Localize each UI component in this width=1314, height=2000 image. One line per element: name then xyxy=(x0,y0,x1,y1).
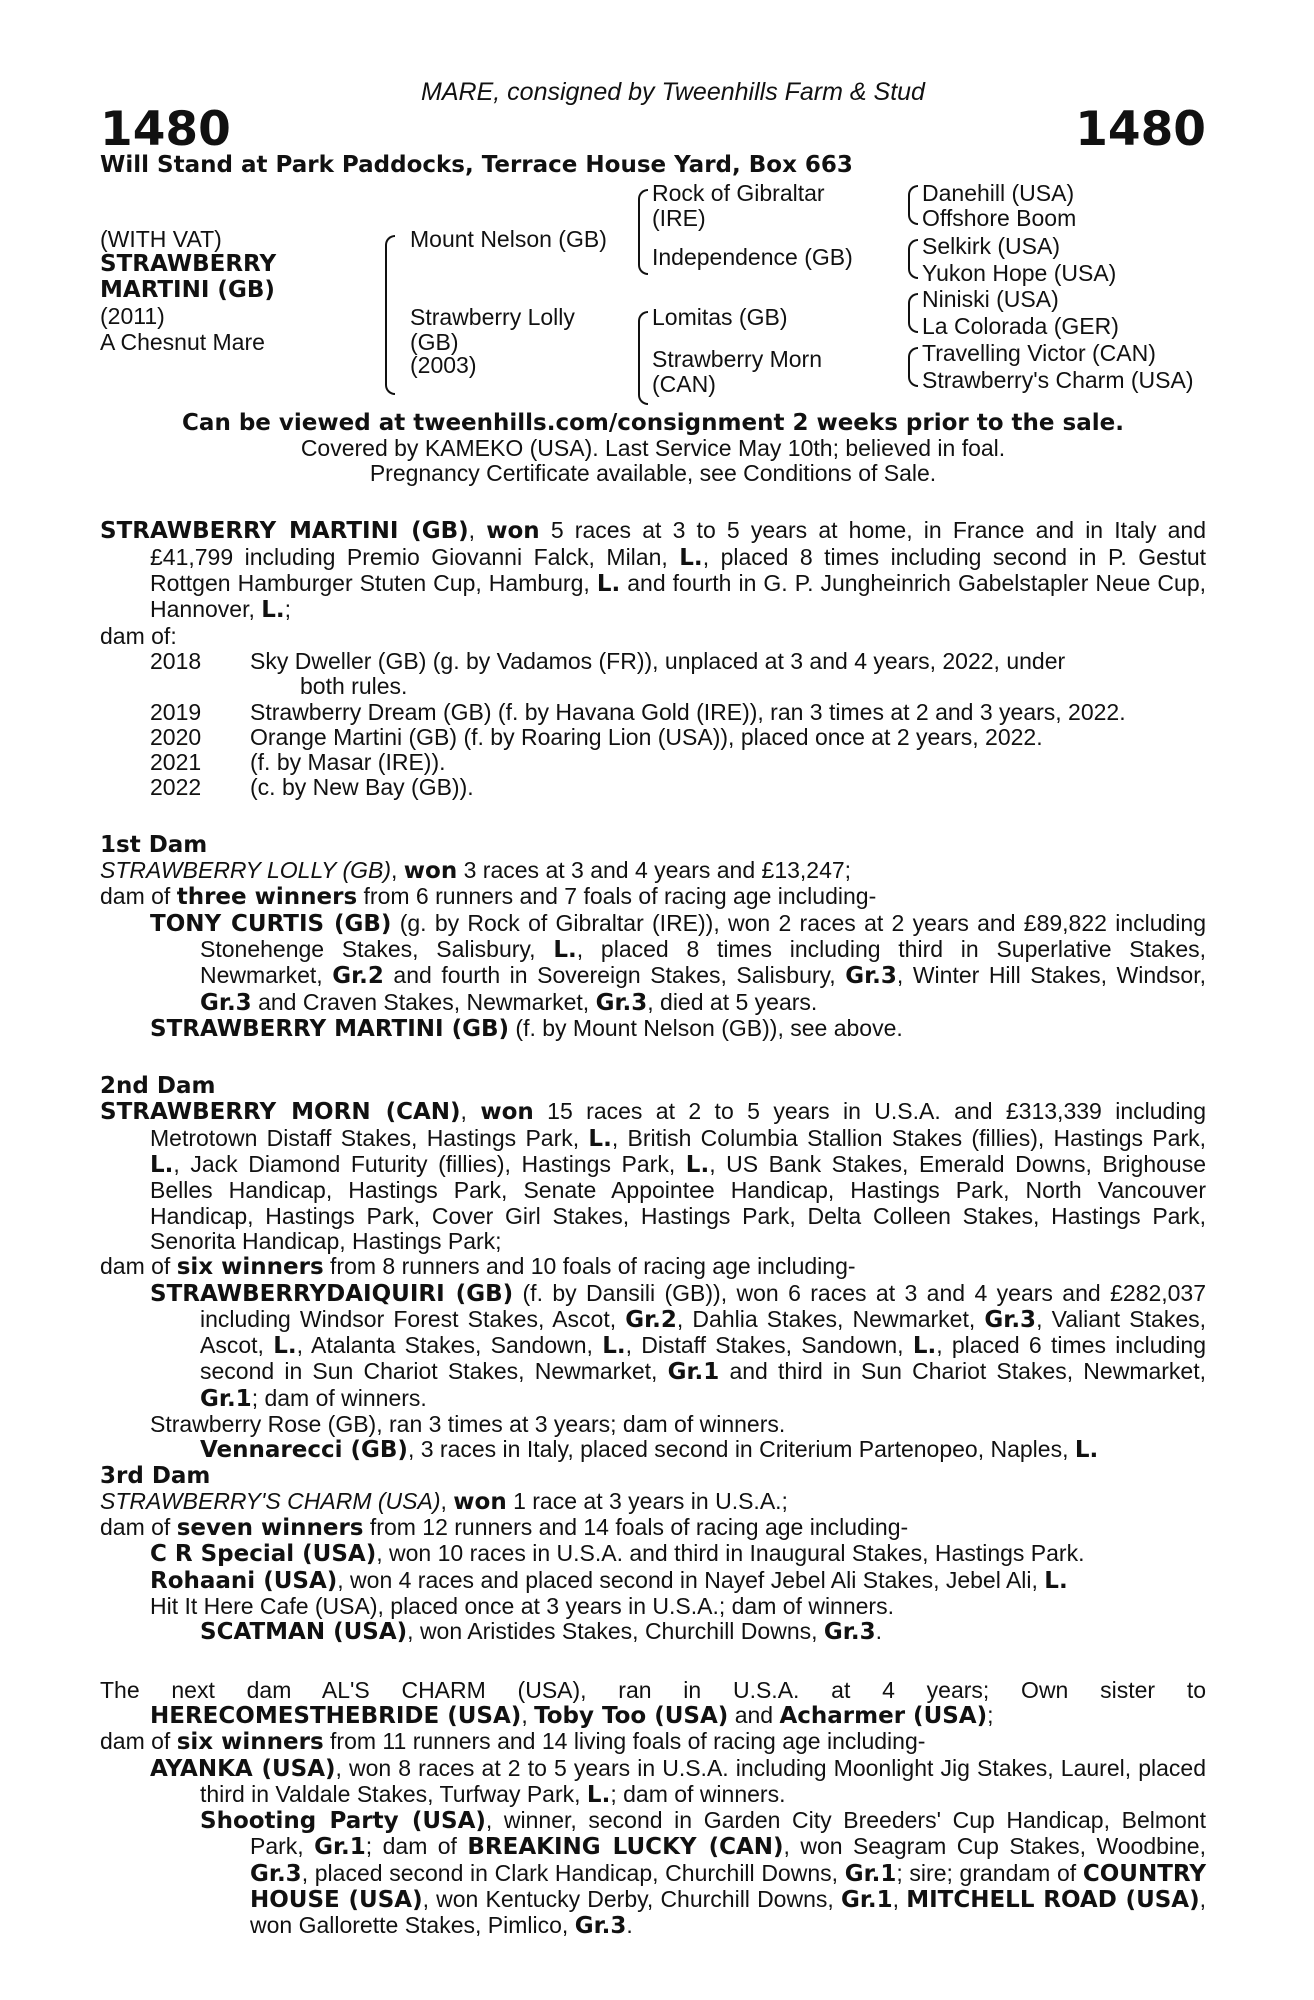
dsd: La Colorada (GER) xyxy=(922,312,1119,339)
viewing-note: Can be viewed at tweenhills.com/consignment 2 weeks prior to the sale. xyxy=(182,409,1124,436)
stand-location: Will Stand at Park Paddocks, Terrace House Yard, Box 663 xyxy=(100,152,853,179)
third-dam-heading: 3rd Dam xyxy=(100,1462,211,1489)
sire-sire-2: (IRE) xyxy=(652,204,706,231)
sire: Mount Nelson (GB) xyxy=(410,225,607,252)
next-dam-section: The next dam AL'S CHARM (USA), ran in U.S.A. at 4 years; Own sister to HERECOMESTHEBRIDE (USA), Toby Too (USA) and Acharmer (USA); dam of six winners from 11 runners and 14 living foals of racing age including- AYANKA (USA), won 8 races at 2 to 5 years in U.S.A. including Moonlight Jig Stakes, Laurel, placed third in Valdale Stakes, Turfway Park, L.; dam of winners. Shooting Party (USA), winner, second in Garden City Breeders' Cup Handicap, Belmont Park, Gr.1; dam of BREAKING LUCKY (CAN), won Seagram Cup Stakes, Woodbine, Gr.3, placed second in Clark Handicap, Churchill Downs, Gr.1; sire; grandam of COUNTRY HOUSE (USA), won Kentucky Derby, Churchill Downs, Gr.1, MITCHELL ROAD (USA), won Gallorette Stakes, Pimlico, Gr.3. xyxy=(100,1676,1207,1940)
brace-1 xyxy=(385,235,395,395)
sds: Selkirk (USA) xyxy=(922,232,1061,259)
dss: Niniski (USA) xyxy=(922,285,1059,312)
brace-2b xyxy=(638,311,648,405)
foal-row: 2022 (c. by New Bay (GB)). xyxy=(150,774,474,801)
sss: Danehill (USA) xyxy=(922,179,1075,206)
strawberry-martini-entry: STRAWBERRY MARTINI (GB) (f. by Mount Nelson (GB)), see above. xyxy=(150,1014,903,1042)
foal-row: 2019 Strawberry Dream (GB) (f. by Havana Gold (IRE)), ran 3 times at 2 and 3 years, 2022. xyxy=(150,698,1126,725)
brace-3d xyxy=(908,347,918,387)
sire-sire-1: Rock of Gibraltar xyxy=(652,179,825,206)
vennarecci-entry: Vennarecci (GB), 3 races in Italy, placed second in Criterium Partenopeo, Naples, L. xyxy=(200,1436,1099,1464)
scatman-entry: SCATMAN (USA), won Aristides Stakes, Churchill Downs, Gr.3. xyxy=(200,1618,882,1646)
cr-special-entry: C R Special (USA), won 10 races in U.S.A. and third in Inaugural Stakes, Hastings Park. xyxy=(150,1540,1085,1568)
dam-dam-1: Strawberry Morn xyxy=(652,345,822,372)
horse-year: (2011) xyxy=(100,302,165,329)
dam-sire: Lomitas (GB) xyxy=(652,303,788,330)
foal-row: 2020 Orange Martini (GB) (f. by Roaring Lion (USA)), placed once at 2 years, 2022. xyxy=(150,723,1043,750)
first-dam-name: STRAWBERRY LOLLY (GB) xyxy=(100,857,392,884)
shooting-party-entry: Shooting Party (USA), winner, second in Garden City Breeders' Cup Handicap, Belmont Park, Gr.1; dam of BREAKING LUCKY (CAN), won Seagram Cup Stakes, Woodbine, Gr.3, placed second in Clark Handicap, Churchill Downs, Gr.1; sire; grandam of COUNTRY HOUSE (USA), won Kentucky Derby, Churchill Downs, Gr.1, MITCHELL ROAD (USA), won Gallorette Stakes, Pimlico, Gr.3. xyxy=(200,1807,1207,1940)
record-name: STRAWBERRY MARTINI (GB) xyxy=(100,518,469,545)
strawberrydaiquiri-entry: STRAWBERRYDAIQUIRI (GB) (f. by Dansili (GB)), won 6 races at 3 and 4 years and £282,037 including Windsor Forest Stakes, Ascot, Gr.2, Dahlia Stakes, Newmarket, Gr.3, Valiant Stakes, Ascot, L., Atalanta Stakes, Sandown, L., Distaff Stakes, Sandown, L., placed 6 times including second in Sun Chariot Stakes, Newmarket, Gr.1 and third in Sun Chariot Stakes, Newmarket, Gr.1; dam of winners. xyxy=(150,1279,1206,1412)
notes-block xyxy=(100,411,1206,487)
catalogue-page xyxy=(100,80,1206,1940)
lot-row xyxy=(100,103,1206,157)
strawberry-rose-entry: Strawberry Rose (GB), ran 3 times at 3 years; dam of winners. xyxy=(150,1410,786,1437)
brace-3c xyxy=(908,293,918,333)
dam-dam-2: (CAN) xyxy=(652,370,716,397)
foal-row: 2018 Sky Dweller (GB) (g. by Vadamos (FR)), unplaced at 3 and 4 years, 2022, under both rules. xyxy=(150,647,1066,700)
ayanka-entry: AYANKA (USA), won 8 races at 2 to 5 years in U.S.A. including Moonlight Jig Stakes, Laurel, placed third in Valdale Stakes, Turfway Park, L.; dam of winners. xyxy=(150,1754,1206,1808)
second-dam-section: 2nd Dam STRAWBERRY MORN (CAN), won 15 races at 2 to 5 years in U.S.A. and £313,339 including Metrotown Distaff Stakes, Hastings Park, L., British Columbia Stallion Stakes (fillies), Hastings Park, L., Jack Diamond Futurity (fillies), Hastings Park, L., US Bank Stakes, Emerald Downs, Brighouse Belles Handicap, Hastings Park, Senate Appointee Handicap, Hastings Park, North Vancouver Handicap, Hastings Park, Cover Girl Stakes, Hastings Park, Delta Colleen Stakes, Hastings Park, Senorita Handicap, Hastings Park; dam of six winners from 8 runners and 10 foals of racing age including- STRAWBERRYDAIQUIRI (GB) (f. by Dansili (GB)), won 6 races at 3 and 4 years and £282,037 including Windsor Forest Stakes, Ascot, Gr.2, Dahlia Stakes, Newmarket, Gr.3, Valiant Stakes, Ascot, L., Atalanta Stakes, Sandown, L., Distaff Stakes, Sandown, L., placed 6 times including second in Sun Chariot Stakes, Newmarket, Gr.1 and third in Sun Chariot Stakes, Newmarket, Gr.1; dam of winners. Strawberry Rose (GB), ran 3 times at 3 years; dam of winners. Vennarecci (GB), 3 races in Italy, placed second in Criterium Partenopeo, Naples, L. xyxy=(100,1073,1207,1464)
third-dam-section: 3rd Dam STRAWBERRY'S CHARM (USA), won 1 race at 3 years in U.S.A.; dam of seven winners from 12 runners and 14 foals of racing age including- C R Special (USA), won 10 races in U.S.A. and third in Inaugural Stakes, Hastings Park. Rohaani (USA), won 4 races and placed second in Nayef Jebel Ali Stakes, Jebel Ali, L. Hit It Here Cafe (USA), placed once at 3 years in U.S.A.; dam of winners. SCATMAN (USA), won Aristides Stakes, Churchill Downs, Gr.3. xyxy=(100,1464,1206,1646)
ddd: Strawberry's Charm (USA) xyxy=(922,366,1194,393)
brace-3b xyxy=(908,239,918,279)
dam-of-label: dam of: xyxy=(100,622,177,649)
lot-number-left: 1480 xyxy=(100,102,231,158)
pedigree-table xyxy=(100,179,1206,401)
certificate-note: Pregnancy Certificate available, see Conditions of Sale. xyxy=(369,460,937,487)
brace-2a xyxy=(638,189,648,275)
covered-note: Covered by KAMEKO (USA). Last Service May 10th; believed in foal. xyxy=(300,434,1006,461)
dam-line1: Strawberry Lolly xyxy=(410,303,575,330)
horse-description: A Chesnut Mare xyxy=(100,328,265,355)
lot-number-right: 1480 xyxy=(1075,102,1206,158)
sire-dam: Independence (GB) xyxy=(652,243,853,270)
vat-note: (WITH VAT) xyxy=(100,225,222,252)
own-record: STRAWBERRY MARTINI (GB), won 5 races at 3 to 5 years at home, in France and in Italy and £41,799 including Premio Giovanni Falck, Milan, L., placed 8 times including second in P. Gestut Rottgen Hamburger Stuten Cup, Hamburg, L. and fourth in G. P. Jungheinrich Gabelstapler Neue Cup, Hannover, L.; xyxy=(100,517,1207,624)
hit-it-here-cafe-entry: Hit It Here Cafe (USA), placed once at 3 years in U.S.A.; dam of winners. xyxy=(150,1593,894,1620)
foal-row: 2021 (f. by Masar (IRE)). xyxy=(150,749,446,776)
first-dam-heading: 1st Dam xyxy=(100,831,208,858)
brace-3a xyxy=(908,185,918,225)
horse-name-1: STRAWBERRY xyxy=(100,250,277,277)
dam-line2: (GB) xyxy=(410,328,459,355)
tony-curtis-entry: TONY CURTIS (GB) (g. by Rock of Gibraltar (IRE)), won 2 races at 2 years and £89,822 including Stonehenge Stakes, Salisbury, L., placed 8 times including third in Superlative Stakes, Newmarket, Gr.2 and fourth in Sovereign Stakes, Salisbury, Gr.3, Winter Hill Stakes, Windsor, Gr.3 and Craven Stakes, Newmarket, Gr.3, died at 5 years. xyxy=(150,909,1207,1016)
second-dam-heading: 2nd Dam xyxy=(100,1073,216,1100)
consignment-line: MARE, consigned by Tweenhills Farm & Stud xyxy=(421,78,925,106)
sdd: Yukon Hope (USA) xyxy=(922,259,1117,286)
ssd: Offshore Boom xyxy=(922,204,1077,231)
dam-line3: (2003) xyxy=(410,351,477,378)
dds: Travelling Victor (CAN) xyxy=(922,339,1156,366)
first-dam-section: 1st Dam STRAWBERRY LOLLY (GB), won 3 races at 3 and 4 years and £13,247; dam of three winners from 6 runners and 7 foals of racing age including- TONY CURTIS (GB) (g. by Rock of Gibraltar (IRE)), won 2 races at 2 years and £89,822 including Stonehenge Stakes, Salisbury, L., placed 8 times including third in Superlative Stakes, Newmarket, Gr.2 and fourth in Sovereign Stakes, Salisbury, Gr.3, Winter Hill Stakes, Windsor, Gr.3 and Craven Stakes, Newmarket, Gr.3, died at 5 years. STRAWBERRY MARTINI (GB) (f. by Mount Nelson (GB)), see above. xyxy=(100,831,1207,1042)
rohaani-entry: Rohaani (USA), won 4 races and placed second in Nayef Jebel Ali Stakes, Jebel Ali, L. xyxy=(150,1566,1068,1594)
horse-name-2: MARTINI (GB) xyxy=(100,276,275,303)
foals-list xyxy=(100,649,1206,801)
